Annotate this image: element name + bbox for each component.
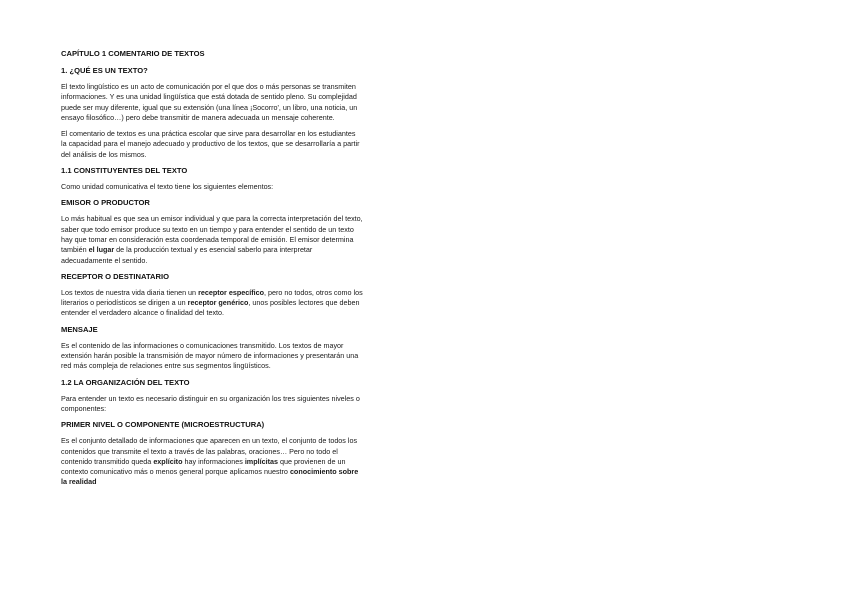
emisor-text-b: de la producción textual y es esencial saberlo para interpretar adecuadamente el sentido. — [61, 245, 313, 265]
emisor-text-a: Lo más habitual es que sea un emisor individual y que para la correcta interpretación del texto, saber que todo emisor produce su texto en un tiempo y para entender el sentido de un texto hay que tomar en consideración esta coordenada temporal de emisión. El emisor determina también — [61, 214, 363, 255]
paragraph-definicion-texto: El texto lingüístico es un acto de comunicación por el que dos o más personas se transmiten informaciones. Y es una unidad lingüística que está dotada de sentido pleno. Su complejidad puede ser muy diferente, igual que su extensión (una línea ¡Socorro', un libro, una noticia, un ensayo filosófico…) pero debe transmitir de manera adecuada un mensaje coherente. — [61, 82, 358, 122]
primer-bold-conocimiento: conocimiento sobre la realidad — [61, 467, 359, 487]
paragraph-elementos-intro: Como unidad comunicativa el texto tiene los siguientes elementos: — [61, 182, 274, 192]
primer-text-c: que provienen de un contexto comunicativo más o menos general porque aplicamos nuestro — [61, 456, 346, 477]
paragraph-comentario-textos: El comentario de textos es una práctica escolar que sirve para desarrollar en los estudiantes la capacidad para el manejo adecuado y productivo de los textos, que se desarrollaría a partir del análisis de los mismos. — [61, 129, 360, 159]
heading-organizacion: 1.2 LA ORGANIZACIÓN DEL TEXTO — [61, 377, 190, 387]
heading-emisor: EMISOR O PRODUCTOR — [61, 198, 150, 208]
paragraph-organizacion-intro: Para entender un texto es necesario distinguir en su organización los tres siguientes niveles o componentes: — [61, 393, 360, 413]
primer-bold-explicito: explícito — [153, 456, 183, 466]
receptor-text-a: Los textos de nuestra vida diaria tienen un — [61, 287, 199, 297]
paragraph-mensaje: Es el contenido de las informaciones o comunicaciones transmitido. Los textos de mayor extensión harán posible la transmisión de mayor número de informaciones y presentarán una red más compleja de relaciones entre sus segmentos lingüísticos. — [61, 340, 359, 371]
paragraph-primer-nivel — [61, 436, 363, 487]
heading-receptor: RECEPTOR O DESTINATARIO — [61, 271, 170, 281]
paragraph-receptor — [61, 288, 363, 319]
receptor-text-c: , unos posibles lectores que deben entender el verdadero alcance o finalidad del texto. — [61, 298, 360, 318]
heading-que-es-un-texto: 1. ¿QUÉ ES UN TEXTO? — [61, 66, 148, 75]
heading-primer-nivel: PRIMER NIVEL O COMPONENTE (MICROESTRUCTURA) — [61, 420, 265, 430]
heading-constituyentes: 1.1 CONSTITUYENTES DEL TEXTO — [61, 166, 188, 176]
receptor-bold-especifico: receptor específico — [198, 287, 264, 297]
primer-text-a: Es el conjunto detallado de informaciones que aparecen en un texto, el conjunto de todos los contenidos que transmite el texto a través de las palabras, oraciones… Pero no todo el contenido transmitido queda — [61, 436, 358, 466]
page-content — [61, 49, 363, 494]
primer-bold-implicitas: implícitas — [244, 456, 278, 466]
primer-text-b: hay informaciones — [182, 456, 245, 466]
receptor-bold-generico: receptor genérico — [187, 298, 249, 308]
paragraph-emisor — [61, 214, 363, 265]
chapter-title: CAPÍTULO 1 COMENTARIO DE TEXTOS — [61, 49, 205, 58]
receptor-text-b: , pero no todos, otros como los literarios o periodísticos se dirigen a un — [61, 287, 363, 308]
emisor-bold-lugar: el lugar — [88, 245, 115, 255]
heading-mensaje: MENSAJE — [61, 324, 98, 334]
